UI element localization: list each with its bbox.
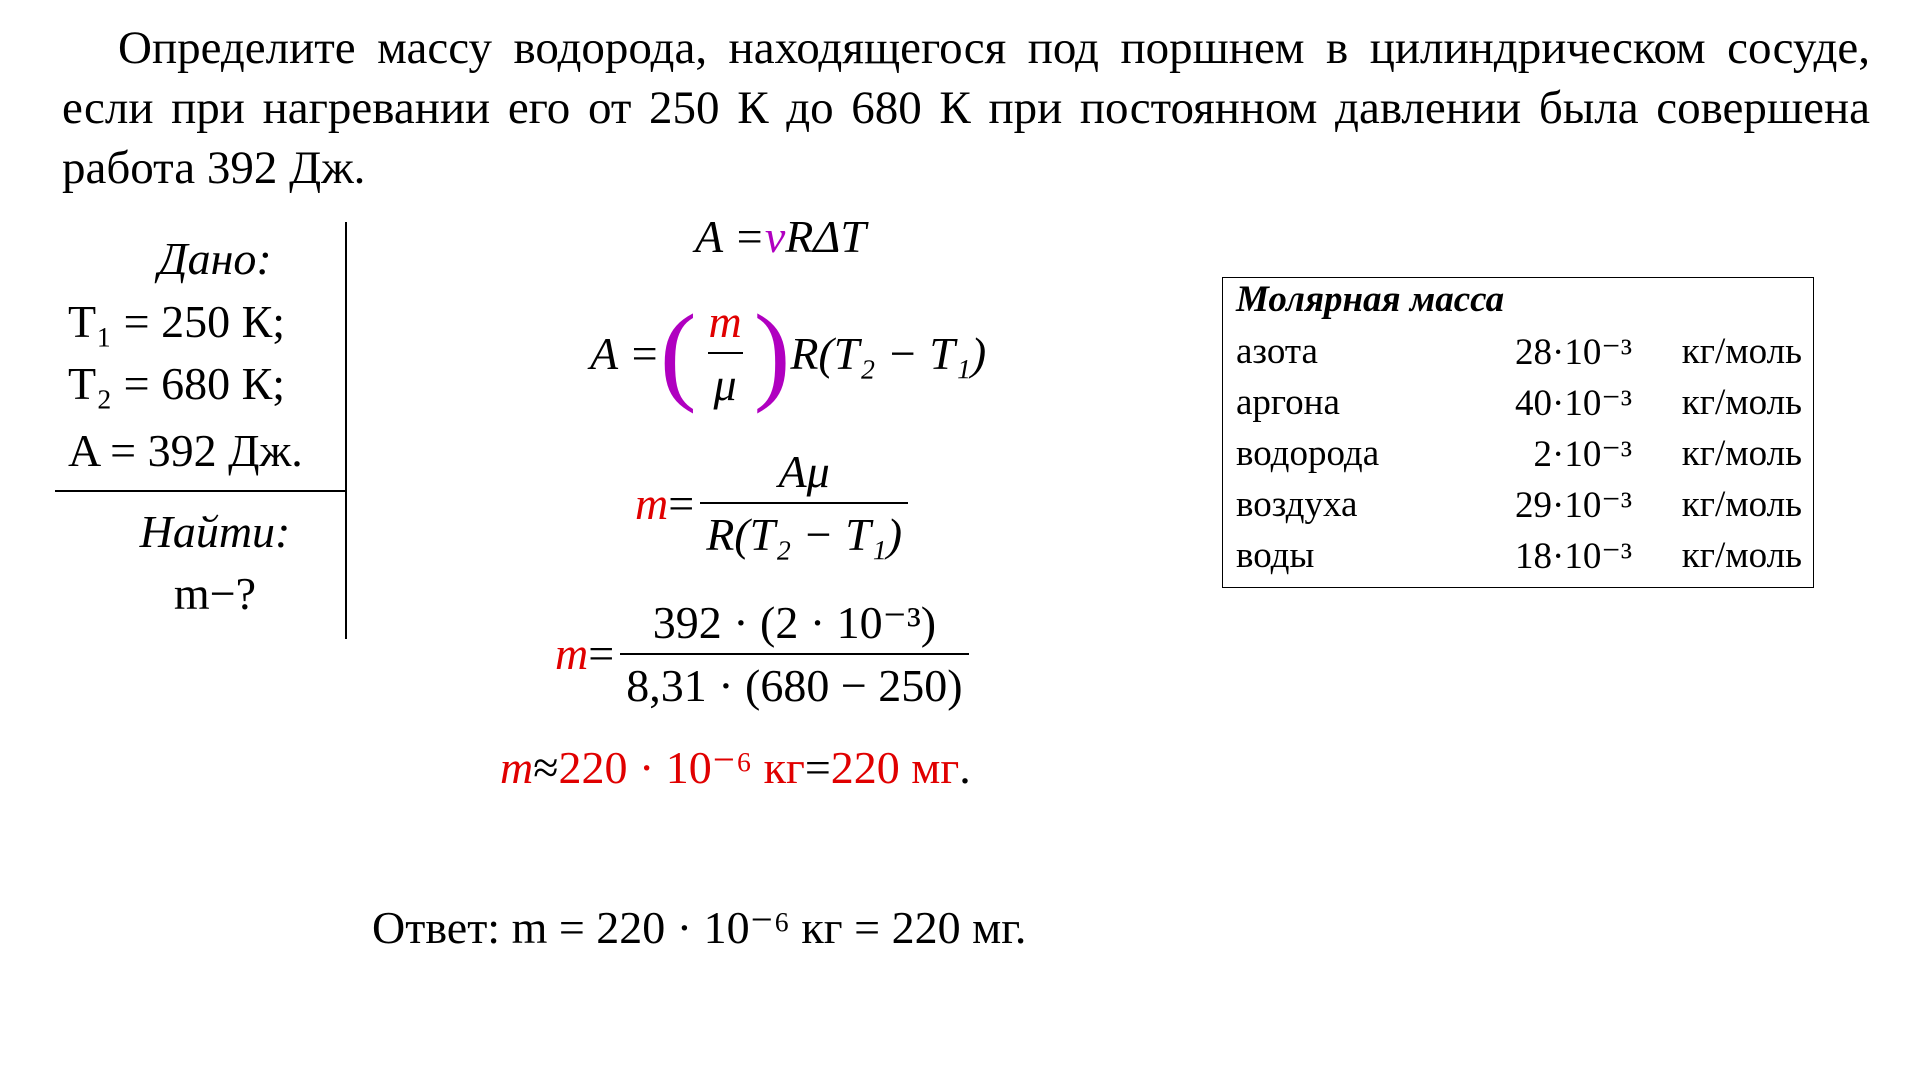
given-title: Дано:: [158, 233, 272, 284]
f5-approx: ≈: [533, 741, 559, 793]
f5-eq: =: [804, 741, 831, 793]
find-title: Найти:: [139, 506, 291, 557]
table-row: [1236, 534, 1802, 586]
row-substance: водорода: [1236, 433, 1380, 474]
answer-label: Ответ:: [372, 902, 512, 953]
f4-num: 392 · (2 · 10⁻³): [652, 597, 937, 648]
row-value: 28·10⁻³: [1515, 332, 1632, 373]
f2-rest: R(T₂ − T₁): [790, 327, 987, 379]
f5-value: 220 · 10⁻⁶ кг: [558, 742, 805, 793]
f1-left: A =: [695, 211, 765, 262]
f3-m: m: [635, 477, 669, 529]
given-t2: T₂ = 680 К;: [68, 358, 286, 409]
f4-eq: =: [588, 628, 615, 679]
given-work: A = 392 Дж.: [68, 425, 303, 476]
f3-eq: =: [668, 477, 695, 529]
f2-num: m: [708, 296, 742, 347]
molar-table-title: Молярная масса: [1236, 279, 1505, 320]
f1-nu: ν: [764, 211, 786, 262]
f3-fraction: [700, 445, 908, 561]
f2-paren-close: ): [753, 292, 791, 414]
row-unit: кг/моль: [1681, 484, 1802, 525]
f2-fraction: [702, 295, 747, 411]
table-row: [1236, 432, 1802, 484]
f4-m: m: [555, 628, 589, 679]
given-divider-horizontal: [55, 490, 347, 492]
f3-num: Aμ: [778, 446, 830, 497]
given-t1: T₁ = 250 К;: [68, 296, 286, 347]
f2-den: μ: [708, 352, 743, 411]
find-item: m−?: [173, 568, 257, 619]
row-substance: азота: [1236, 331, 1318, 372]
f5-m: m: [500, 741, 534, 793]
answer-text: m = 220 · 10⁻⁶ кг = 220 мг.: [511, 902, 1027, 953]
row-value: 29·10⁻³: [1515, 485, 1632, 526]
row-value: 18·10⁻³: [1515, 536, 1632, 577]
row-substance: воздуха: [1236, 484, 1358, 525]
f5-mg: 220 мг: [830, 741, 960, 793]
formula-work-nu: [695, 210, 866, 263]
f2-left: A =: [590, 327, 660, 379]
row-unit: кг/моль: [1681, 331, 1802, 372]
formula-result: [500, 740, 971, 794]
table-row: [1236, 330, 1802, 382]
f1-rest: RΔT: [785, 211, 866, 262]
row-substance: аргона: [1236, 382, 1340, 423]
formula-mass-symbolic: [635, 445, 914, 561]
row-value: 40·10⁻³: [1515, 383, 1632, 424]
formula-mass-numeric: [555, 595, 975, 712]
problem-statement: [62, 18, 1870, 198]
formula-work-mass: [590, 292, 987, 414]
row-unit: кг/моль: [1681, 535, 1802, 576]
problem-text: Определите массу водорода, находящегося под поршнем в цилиндрическом сосуде, если при нагревании его от 250 К до 680 К при постоянном давлении была совершена работа 392 Дж.: [62, 22, 1870, 194]
f4-den: 8,31 · (680 − 250): [620, 653, 968, 712]
f5-dot: .: [959, 741, 971, 793]
row-substance: воды: [1236, 535, 1315, 576]
f4-fraction: [620, 595, 968, 712]
f2-paren-open: (: [659, 292, 697, 414]
row-unit: кг/моль: [1681, 382, 1802, 423]
row-value: 2·10⁻³: [1533, 434, 1632, 475]
table-row: [1236, 483, 1802, 535]
f3-den: R(T₂ − T₁): [700, 502, 908, 561]
table-row: [1236, 381, 1802, 433]
answer-line: [372, 900, 1026, 954]
row-unit: кг/моль: [1681, 433, 1802, 474]
